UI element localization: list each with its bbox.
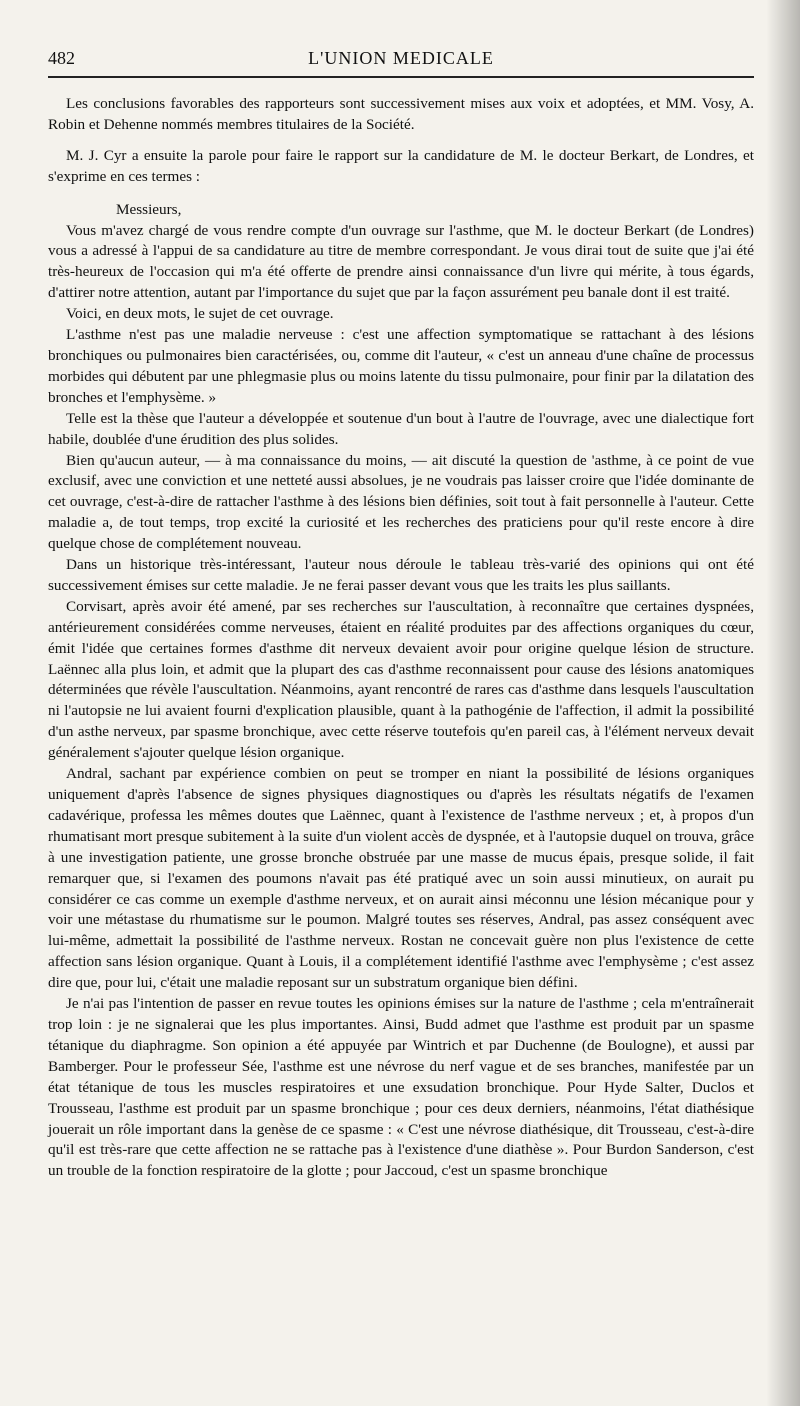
paragraph: Andral, sachant par expérience combien on peut se tromper en niant la possibilité de lésions organiques uniquement d'après l'absence de signes physiques diagnostiques ou d'après les résultats négatifs de l'examen cadavérique, professa les mêmes doutes que Laënnec, quant à l'existence de l'asthme nerveux ; et, à propos d'un rhumatisant mort presque subitement à la suite d'un violent accès de dyspnée, et à l'autopsie duquel on trouva, grâce à une investigation patiente, une grosse bronche obstruée par une masse de mucus épais, presque solide, il fait remarquer que, si l'examen des poumons n'avait pas été pratiqué avec un soin aussi minutieux, on aurait pu considérer ce cas comme un exemple d'asthme nerveux, et on aurait ainsi méconnu une lésion mécanique pour y voir une métastase du rhumatisme sur le poumon. Malgré toutes ses réserves, Andral, pas assez conséquent avec lui-même, admettait la possibilité de l'asthme nerveux. Rostan ne concevait guère non plus l'existence de cette affection sans lésion organique. Quant à Louis, il a complétement identifié l'asthme avec l'emphysème ; c'est assez dire que, pour lui, c'était une maladie reposant sur un substratum organique bien défini. xyxy=(48,765,754,992)
journal-title: L'UNION MEDICALE xyxy=(308,48,494,68)
document-page xyxy=(48,42,754,1182)
paragraph: M. J. Cyr a ensuite la parole pour faire le rapport sur la candidature de M. le docteur Berkart, de Londres, et s'exprime en ces termes : xyxy=(48,146,754,185)
paragraph: Je n'ai pas l'intention de passer en revue toutes les opinions émises sur la nature de l'asthme ; cela m'entraînerait trop loin : je ne signalerai que les plus importantes. Ainsi, Budd admet que l'asthme est produit par un spasme tétanique du diaphragme. Son opinion a été appuyée par Wintrich et par Duchenne (de Boulogne), et aussi par Bamberger. Pour le professeur Sée, l'asthme est une névrose du nerf vague et de ses branches, manifestée par un état tétanique de tous les muscles respiratoires et une exsudation bronchique. Pour Hyde Salter, Duclos et Trousseau, l'asthme est produit par un spasme bronchique ; pour ces deux derniers, néanmoins, l'état diathésique jouerait un rôle important dans la genèse de ce spasme : « C'est une névrose diathésique, dit Trousseau, c'est-à-dire qu'il est très-rare que cette affection ne se rattache pas à l'existence d'une diathèse ». Pour Burdon Sanderson, c'est un trouble de la fonction respiratoire de la glotte ; pour Jaccoud, c'est un spasme bronchique xyxy=(48,995,754,1180)
paragraph: Bien qu'aucun auteur, — à ma connaissance du moins, — ait discuté la question de 'asthme, à ce point de vue exclusif, avec une conviction et une netteté aussi absolues, je ne voudrais pas laisser croire que l'idée dominante de cet ouvrage, c'est-à-dire de rattacher l'asthme à des lésions bien définies, soit tout à fait personnelle à l'auteur. Cette maladie a, de tout temps, trop excité la curiosité et les recherches des praticiens pour qu'il reste encore à dire quelque chose de complétement nouveau. xyxy=(48,451,754,553)
article-body xyxy=(48,94,754,1182)
page-number: 482 xyxy=(48,48,75,68)
paragraph: Les conclusions favorables des rapporteurs sont successivement mises aux voix et adoptées, et MM. Vosy, A. Robin et Dehenne nommés membres titulaires de la Société. xyxy=(48,95,754,133)
paragraph: Voici, en deux mots, le sujet de cet ouvrage. xyxy=(66,305,334,323)
running-header xyxy=(48,42,754,78)
salutation: Messieurs, xyxy=(116,200,182,218)
paragraph: Corvisart, après avoir été amené, par ses recherches sur l'auscultation, à reconnaître que certaines dyspnées, antérieurement considérées comme nerveuses, étaient en réalité produites par des affections organiques du cœur, émit l'idée que certaines formes d'asthme dit nerveux devaient avoir pour origine quelque lésion de structure. Laënnec alla plus loin, et admit que la plupart des cas d'asthme reconnaissent pour cause des lésions anatomiques déterminées que révèle l'auscultation. Néanmoins, ayant rencontré de rares cas d'asthme dans lesquels l'auscultation ni l'autopsie ne lui avaient fourni d'explication plausible, quant à la pathogénie de l'affection, il admit la possibilité d'un asthe nerveux, par spasme bronchique, avec cette réserve toutefois qu'en pareil cas, à l'élément nerveux devait généralement s'ajouter quelque lésion organique. xyxy=(48,597,754,762)
page-edge-shadow xyxy=(766,0,800,1406)
paragraph: L'asthme n'est pas une maladie nerveuse : c'est une affection symptomatique se rattachant à des lésions bronchiques ou pulmonaires bien caractérisées, ou, comme dit l'auteur, « c'est un anneau d'une chaîne de processus morbides qui débutent par une phlegmasie plus ou moins latente du tissu pulmonaire, pour finir par la dilatation des bronches et l'emphysème. » xyxy=(48,326,754,406)
paragraph: Dans un historique très-intéressant, l'auteur nous déroule le tableau très-varié des opinions qui ont été successivement émises sur cette maladie. Je ne ferai passer devant vous que les traits les plus saillants. xyxy=(48,556,754,594)
paragraph: Telle est la thèse que l'auteur a développée et soutenue d'un bout à l'autre de l'ouvrage, avec une dialectique fort habile, doublée d'une érudition des plus solides. xyxy=(48,409,754,448)
paragraph: Vous m'avez chargé de vous rendre compte d'un ouvrage sur l'asthme, que M. le docteur Berkart (de Londres) vous a adressé à l'appui de sa candidature au titre de membre correspondant. Je vous dirai tout de suite que j'ai été très-heureux de l'occasion qui m'a été offerte de prendre ainsi connaissance d'un livre qui mérite, à tous égards, d'attirer notre attention, autant par l'importance du sujet que par la façon assurément peu banale dont il est traité. xyxy=(48,221,754,302)
